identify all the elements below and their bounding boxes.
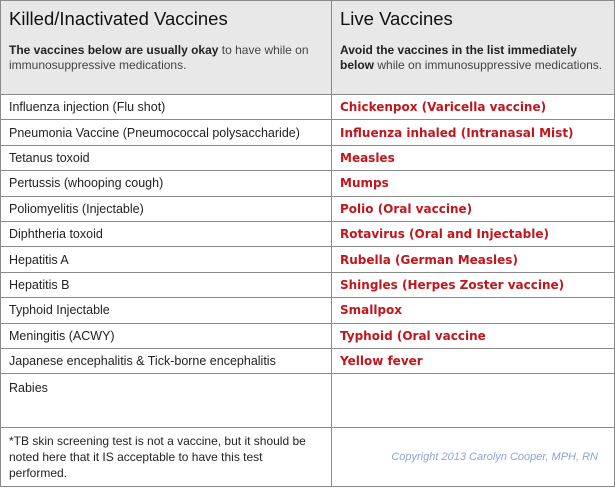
table-row [1, 374, 615, 428]
killed-vaccine-cell: Hepatitis A [1, 247, 332, 272]
killed-vaccine-cell: Japanese encephalitis & Tick-borne encephalitis [1, 348, 332, 373]
killed-vaccine-cell: Hepatitis B [1, 272, 332, 297]
live-vaccine-cell: Typhoid (Oral vaccine [332, 323, 615, 348]
live-vaccine-cell: Rotavirus (Oral and Injectable) [332, 221, 615, 246]
live-header-cell [332, 1, 615, 95]
table-row [1, 348, 615, 373]
live-vaccine-cell [332, 374, 615, 428]
killed-note-bold: The vaccines below are usually okay [9, 43, 219, 57]
live-vaccine-cell: Mumps [332, 171, 615, 196]
copyright-cell [332, 428, 615, 487]
table-row [1, 196, 615, 221]
live-vaccine-cell: Rubella (German Measles) [332, 247, 615, 272]
live-vaccine-cell: Shingles (Herpes Zoster vaccine) [332, 272, 615, 297]
live-vaccine-cell: Measles [332, 145, 615, 170]
live-vaccines-title: Live Vaccines [340, 8, 453, 29]
table-row [1, 171, 615, 196]
footnote-cell [1, 428, 332, 487]
killed-note-rest: to have while on immunosuppressive medications. [9, 43, 309, 72]
table-row [1, 247, 615, 272]
killed-vaccines-note [9, 43, 323, 73]
killed-vaccine-cell: Rabies [1, 374, 332, 428]
tb-footnote: *TB skin screening test is not a vaccine, but it should be noted here that it IS acceptable to have this test performed. [9, 434, 306, 481]
live-vaccine-cell: Influenza inhaled (Intranasal Mist) [332, 120, 615, 145]
footer-row [1, 428, 615, 487]
table-row [1, 95, 615, 120]
table-row [1, 120, 615, 145]
table-row [1, 221, 615, 246]
copyright-text: Copyright 2013 Carolyn Cooper, MPH, RN [391, 451, 598, 464]
killed-header-cell [1, 1, 332, 95]
live-vaccine-cell: Smallpox [332, 298, 615, 323]
killed-vaccine-cell: Influenza injection (Flu shot) [1, 95, 332, 120]
header-row [1, 1, 615, 95]
live-vaccines-note [340, 43, 606, 73]
live-note-rest: while on immunosuppressive medications. [374, 58, 603, 72]
live-vaccine-cell: Chickenpox (Varicella vaccine) [332, 95, 615, 120]
table-row [1, 323, 615, 348]
killed-vaccine-cell: Tetanus toxoid [1, 145, 332, 170]
killed-vaccine-cell: Typhoid Injectable [1, 298, 332, 323]
killed-vaccine-cell: Poliomyelitis (Injectable) [1, 196, 332, 221]
live-vaccine-cell: Polio (Oral vaccine) [332, 196, 615, 221]
table-row [1, 145, 615, 170]
killed-vaccine-cell: Meningitis (ACWY) [1, 323, 332, 348]
killed-vaccine-cell: Diphtheria toxoid [1, 221, 332, 246]
killed-vaccines-title: Killed/Inactivated Vaccines [9, 8, 228, 29]
table-row [1, 298, 615, 323]
killed-vaccine-cell: Pertussis (whooping cough) [1, 171, 332, 196]
table-row [1, 272, 615, 297]
killed-vaccine-cell: Pneumonia Vaccine (Pneumococcal polysaccharide) [1, 120, 332, 145]
live-vaccine-cell: Yellow fever [332, 348, 615, 373]
live-note-bold: Avoid the vaccines in the list immediately below [340, 43, 577, 72]
